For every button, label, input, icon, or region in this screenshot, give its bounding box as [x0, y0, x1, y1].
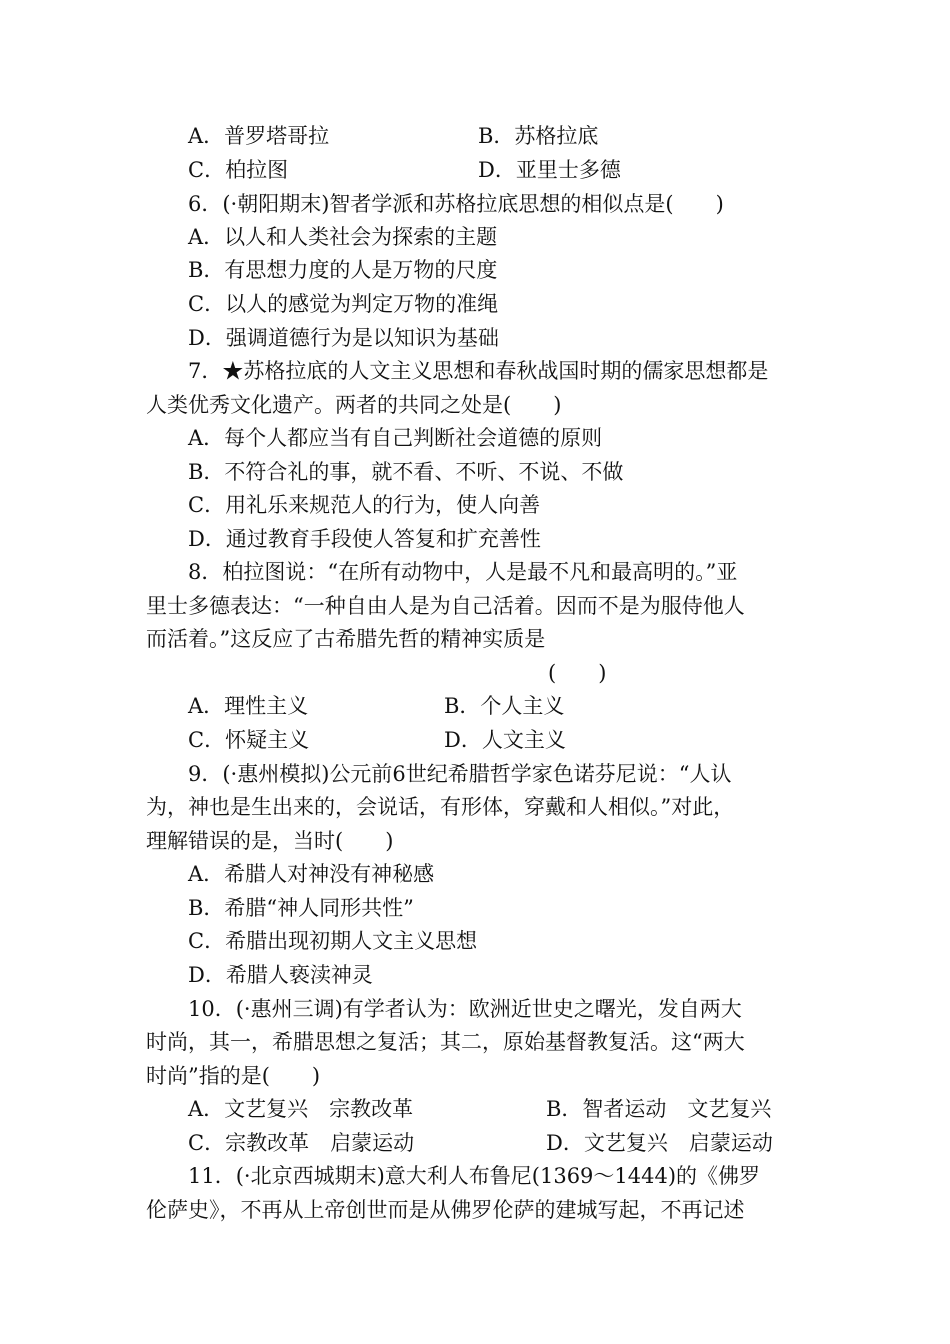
option-6c: C．以人的感觉为判定万物的准绳: [188, 292, 499, 316]
question-10: 10．(·惠州三调)有学者认为：欧洲近世史之曙光，发自两大: [188, 997, 742, 1021]
option-7a: A．每个人都应当有自己判断社会道德的原则: [188, 426, 603, 450]
option-8a: A．理性主义: [188, 694, 309, 718]
question-7-cont: 人类优秀文化遗产。两者的共同之处是( ): [146, 393, 562, 417]
option-6d: D．强调道德行为是以知识为基础: [188, 326, 499, 350]
option-9b: B．希腊“神人同形共性”: [188, 896, 414, 920]
question-11-cont1: 伦萨史》，不再从上帝创世而是从佛罗伦萨的建城写起，不再记述: [146, 1198, 745, 1222]
option-10c: C．宗教改革 启蒙运动: [188, 1131, 415, 1155]
question-10-cont2: 时尚”指的是( ): [146, 1064, 321, 1088]
option-8d: D．人文主义: [444, 728, 566, 752]
option-6b: B．有思想力度的人是万物的尺度: [188, 258, 498, 282]
question-8-cont2: 而活着。”这反应了古希腊先哲的精神实质是: [146, 627, 546, 651]
question-7: 7．★苏格拉底的人文主义思想和春秋战国时期的儒家思想都是: [188, 359, 769, 383]
option-9c: C．希腊出现初期人文主义思想: [188, 929, 478, 953]
question-8: 8．柏拉图说：“在所有动物中，人是最不凡和最高明的。”亚: [188, 560, 738, 584]
question-9-cont2: 理解错误的是，当时( ): [146, 829, 394, 853]
option-5b: B．苏格拉底: [478, 124, 599, 148]
question-9-cont1: 为，神也是生出来的，会说话，有形体，穿戴和人相似。”对此，: [146, 795, 735, 819]
option-5d: D．亚里士多德: [478, 158, 621, 182]
option-9d: D．希腊人亵渎神灵: [188, 963, 373, 987]
question-10-cont1: 时尚，其一，希腊思想之复活；其二，原始基督教复活。这“两大: [146, 1030, 745, 1054]
question-6: 6．(·朝阳期末)智者学派和苏格拉底思想的相似点是( ): [188, 192, 724, 216]
answer-blank: ( ): [548, 661, 607, 685]
option-10a: A．文艺复兴 宗教改革: [188, 1097, 414, 1121]
option-5a: A．普罗塔哥拉: [188, 124, 330, 148]
option-7d: D．通过教育手段使人答复和扩充善性: [188, 527, 541, 551]
question-11: 11．(·北京西城期末)意大利人布鲁尼(1369～1444)的《佛罗: [188, 1164, 761, 1188]
option-9a: A．希腊人对神没有神秘感: [188, 862, 435, 886]
question-9: 9．(·惠州模拟)公元前6世纪希腊哲学家色诺芬尼说：“人认: [188, 762, 732, 786]
option-10b: B．智者运动 文艺复兴: [546, 1097, 772, 1121]
option-6a: A．以人和人类社会为探索的主题: [188, 225, 498, 249]
option-7c: C．用礼乐来规范人的行为，使人向善: [188, 493, 541, 517]
option-10d: D．文艺复兴 启蒙运动: [546, 1131, 773, 1155]
question-8-cont1: 里士多德表达：“一种自由人是为自己活着。因而不是为服侍他人: [146, 594, 745, 618]
option-8b: B．个人主义: [444, 694, 565, 718]
option-5c: C．柏拉图: [188, 158, 289, 182]
option-7b: B．不符合礼的事，就不看、不听、不说、不做: [188, 460, 624, 484]
option-8c: C．怀疑主义: [188, 728, 310, 752]
